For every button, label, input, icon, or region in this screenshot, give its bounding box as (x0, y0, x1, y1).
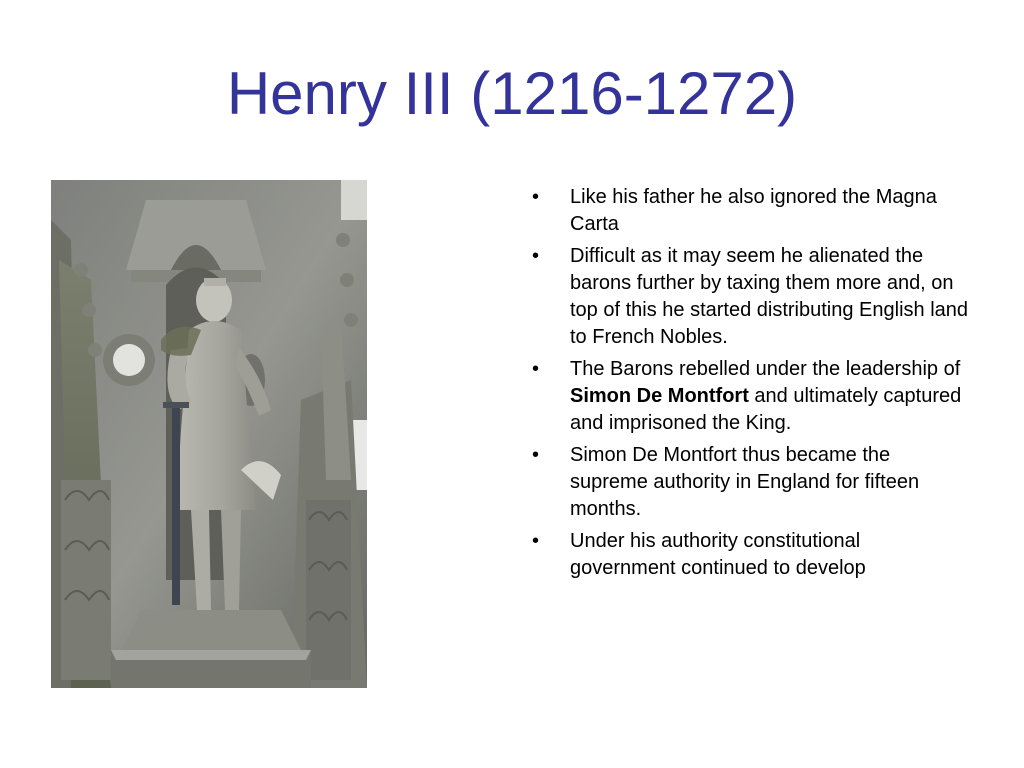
bullet-marker: • (532, 444, 540, 466)
bullet-item (530, 243, 970, 351)
bullet-text: Difficult as it may seem he alienated the barons further by taxing them more and, on top of this he started distributing English land to French Nobles. (570, 245, 969, 348)
bullet-text-pre: The Barons rebelled under the leadership of (570, 358, 961, 380)
bullet-text-bold: Simon De Montfort (570, 385, 749, 407)
bullet-marker: • (532, 186, 540, 208)
bullet-text-post: and ultimately captured and imprisoned the King. (570, 385, 962, 434)
bullet-item (530, 184, 970, 238)
bullet-marker: • (532, 358, 540, 380)
bullet-text: Under his authority constitutional government continued to develop (570, 530, 866, 579)
bullet-text: Like his father he also ignored the Magna Carta (570, 186, 937, 235)
bullet-item (530, 442, 970, 523)
bullet-text: Simon De Montfort thus became the supreme authority in England for fifteen months. (570, 444, 920, 520)
bullet-marker: • (532, 245, 540, 267)
bullet-list (530, 184, 970, 587)
bullet-item (530, 356, 970, 437)
slide-title: Henry III (1216-1272) (226, 60, 798, 127)
bullet-marker: • (532, 530, 540, 552)
statue-photo (51, 180, 367, 688)
bullet-item (530, 528, 970, 582)
